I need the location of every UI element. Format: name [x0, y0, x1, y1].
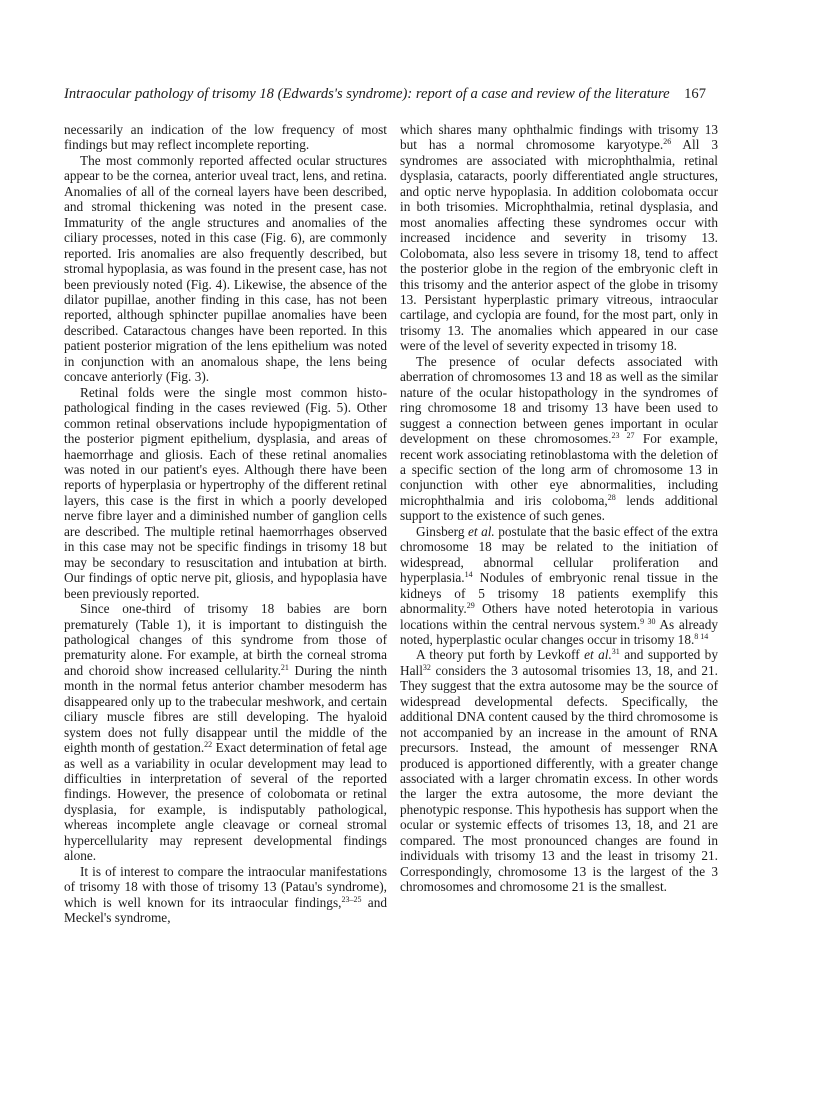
text-run: which shares many ophthalmic findings with trisomy 13 but has a normal chromosome karyotype. [400, 122, 718, 153]
left-column [64, 122, 387, 926]
body-paragraph [64, 385, 387, 601]
body-paragraph [400, 122, 718, 354]
text-run: Others have noted heterotopia in various locations within the central nervous system. [400, 601, 718, 632]
citation-superscript: 23 27 [611, 431, 635, 441]
citation-superscript: 32 [422, 662, 431, 672]
citation-superscript: 26 [663, 137, 672, 147]
text-run: Exact determination of fetal age as well as a variability in ocular development may lead to difficulties in interpretation of several of the reported findings. However, the presence of colobomata or retinal dysplasia, for example, is indisputably pathological, whereas incomplete angle cleavage or corneal stromal hypercellularity may represent developmental findings alone. [64, 740, 387, 864]
text-run: Retinal folds were the single most common histopathological finding in the cases reviewed (Fig. 5). Other common retinal observations include hypopigmentation of the posterior pigment epithelium, dysplasia, and areas of haemorrhage and gliosis. Each of these retinal anomalies was noted in our patient's eyes. Although there have been reports of hyperplasia or hypertrophy of the different retinal layers, this case is the first in which a poorly developed nerve fibre layer and a diminished number of ganglion cells are described. The multiple retinal haemorrhages observed in this case may not be specific findings in trisomy 18 but may be secondary to resuscitation and intubation at birth. Our findings of optic nerve pit, gliosis, and hypoplasia have been previously reported. [64, 384, 387, 601]
body-paragraph [64, 601, 387, 864]
running-header [64, 86, 716, 103]
citation-superscript: 29 [466, 601, 475, 611]
text-run: The most commonly reported affected ocular structures appear to be the cornea, anterior uveal tract, lens, and retina. Anomalies of all of the corneal layers have been described, and stromal thickening was noted in the present case. Immaturity of the angle structures and anomalies of the ciliary processes, noted in this case (Fig. 6), are commonly reported. Iris anomalies are also frequently described, but stromal hypoplasia, as was found in the present case, has not been previously noted (Fig. 4). Likewise, the absence of the dilator pupillae, another finding in this case, has not been reported, although sphincter pupillae anomalies have been described. Cataractous changes have been reported. In this patient posterior migration of the lens epithelium was noted in conjunction with an anomalous shape, the lens being concave anteriorly (Fig. 3). [64, 152, 387, 385]
text-run: During the ninth month in the normal fetus anterior chamber mesoderm has disappeared only up to the trabecular meshwork, and certain ciliary muscle fibres are still developing. The hyaloid system does not fully disappear until the middle of the eighth month of gestation. [64, 662, 387, 756]
text-run: necessarily an indication of the low frequency of most findings but may reflect incomplete reporting. [64, 122, 387, 153]
citation-superscript: 9 30 [640, 616, 656, 626]
text-run: postulate that the basic effect of the extra chromosome 18 may be related to the initiation of widespread, abnormal cellular proliferation and hyperplasia. [400, 523, 719, 586]
citation-superscript: 14 [464, 570, 473, 580]
text-run: A theory put forth by Levkoff [416, 647, 585, 663]
page-number: 167 [684, 86, 706, 102]
text-run: As already noted, hyperplastic ocular changes occur in trisomy 18. [400, 616, 718, 647]
citation-superscript: 28 [607, 492, 616, 502]
citation-superscript: 31 [611, 647, 620, 657]
text-run: and Meckel's syndrome, [64, 894, 387, 926]
text-run: Since one-third of trisomy 18 babies are born prematurely (Table 1), it is important to distinguish the pathological changes of this syndrome from those of prematurity alone. For example, at birth the corneal stroma and choroid show increased cellularity. [64, 601, 387, 678]
text-run: The presence of ocular defects associated with aberration of chromosomes 13 and 18 as well as the similar nature of the ocular histopathology in the syndromes of ring chromosome 18 and trisomy 13 have been used to suggest a connection between genes important in ocular development on these chromosomes. [400, 353, 718, 447]
text-run: For example, recent work associating retinoblastoma with the deletion of a specific section of the long arm of chromosome 13 in conjunction with other eye abnormalities, including microphthalmia and iris coloboma, [400, 431, 718, 508]
right-column [400, 122, 718, 895]
running-title: Intraocular pathology of trisomy 18 (Edwards's syndrome): report of a case and review of the literature [64, 86, 670, 102]
italic-text: et al. [468, 523, 495, 539]
text-run: All 3 syndromes are associated with microphthalmia, retinal dysplasia, cataracts, poorly differentiated angle structures, and optic nerve hypoplasia. In addition colobomata occur in both trisomies. Microphthalmia, retinal dysplasia, and most anomalies affecting these syndromes occur with increased incidence and severity in trisomy 13. Colobomata, also less severe in trisomy 18, tend to affect the posterior globe in the region of the embryonic cleft in this trisomy and the anterior aspect of the globe in trisomy 13. Persistant hyperplastic primary vitreous, intraocular cartilage, and cyclopia are found, for the most part, only in trisomy 13. The anomalies which appeared in our case were of the level of severity expected in trisomy 18. [400, 137, 718, 354]
text-run: and supported by Hall [400, 647, 718, 678]
citation-superscript: 21 [280, 662, 289, 672]
italic-text: et al. [584, 647, 612, 663]
text-run: lends additional support to the existence of such genes. [400, 492, 718, 524]
text-run: Ginsberg [416, 523, 468, 539]
citation-superscript: 22 [204, 740, 213, 750]
text-run: Nodules of embryonic renal tissue in the kidneys of 5 trisomy 18 patients exemplify this abnormality. [400, 570, 718, 617]
body-paragraph [64, 864, 387, 926]
body-paragraph [400, 524, 718, 648]
body-paragraph [64, 122, 387, 153]
citation-superscript: 8 14 [694, 631, 709, 641]
body-paragraph [400, 647, 718, 894]
body-paragraph [64, 153, 387, 385]
citation-superscript: 23–25 [341, 894, 362, 904]
text-run: considers the 3 autosomal trisomies 13, 18, and 21. They suggest that the extra autosome may be the source of widespread developmental defects. Specifically, the additional DNA content caused by the third chromosome is not accompanied by an increase in the amount of RNA precursors. Instead, the amount of messenger RNA produced is apportioned differently, with a greater change associated with a larger chromatin excess. In other words the larger the extra autosome, the more deviant the phenotypic response. This hypothesis has support when the ocular or systemic effects of trisomes 13, 18, and 21 are compared. The most pronounced changes are found in individuals with trisomy 13 and the least in trisomy 21. Correspondingly, chromosome 13 is the largest of the 3 chromosomes and chromosome 21 is the smallest. [400, 662, 718, 895]
text-run: It is of interest to compare the intraocular manifestations of trisomy 18 with those of trisomy 13 (Patau's syndrome), which is well known for its intraocular findings, [64, 863, 387, 910]
body-paragraph [400, 354, 718, 524]
